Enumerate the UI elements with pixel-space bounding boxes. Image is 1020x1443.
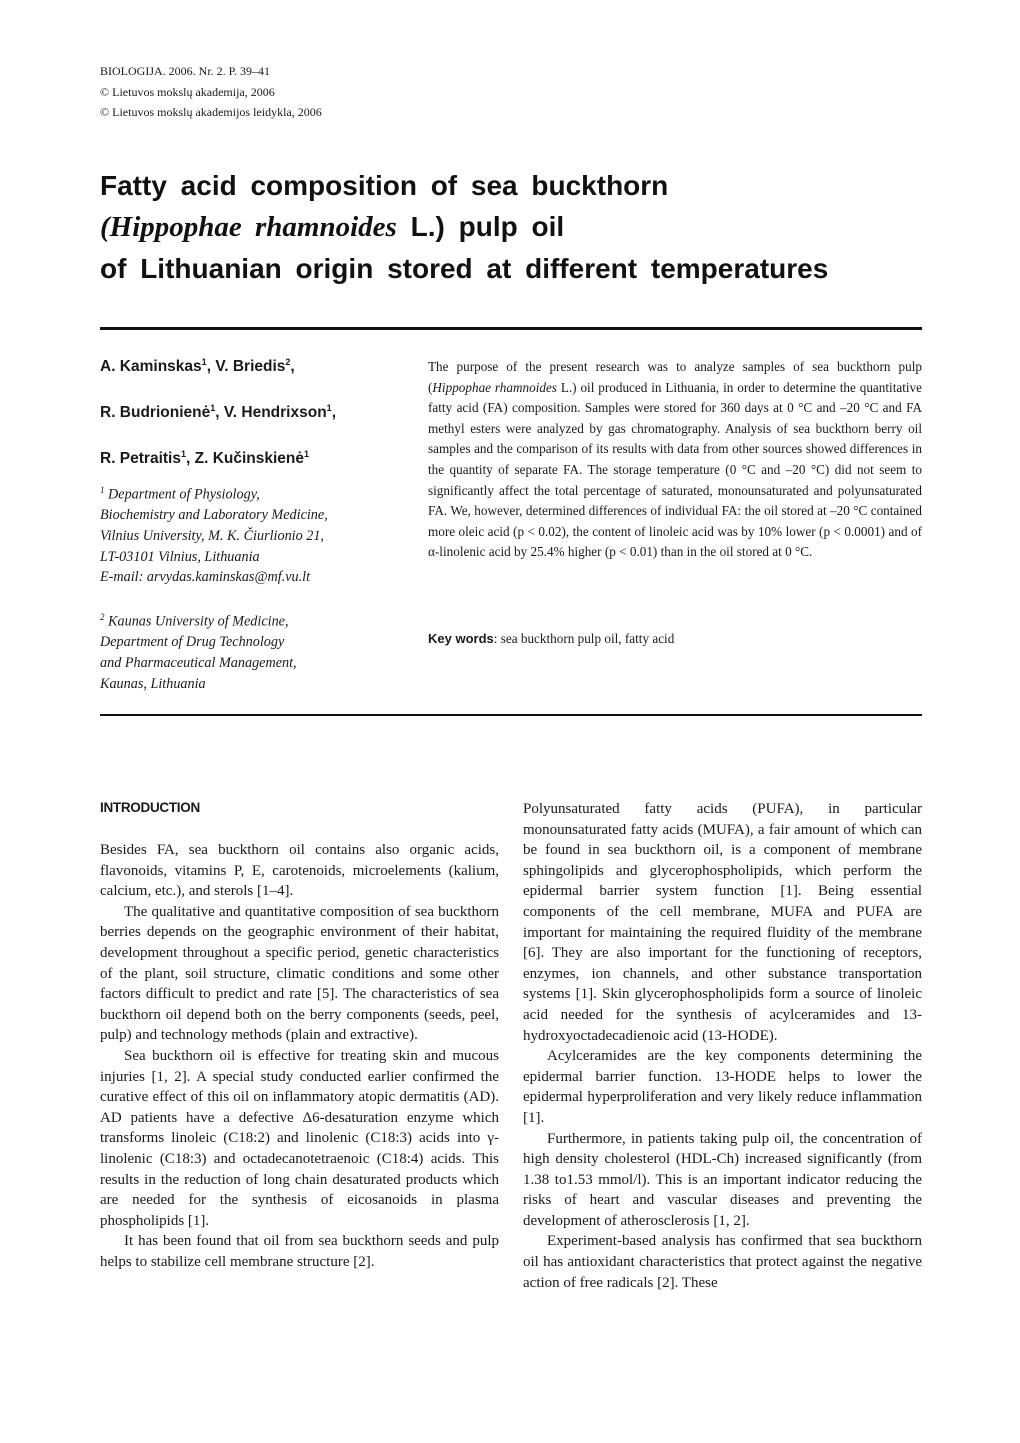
title-species-name: (Hippophae rhamnoides (100, 211, 397, 243)
article-title (100, 165, 930, 289)
author-name: R. Petraitis (100, 450, 181, 468)
affiliation-line: and Pharmaceutical Management, (100, 654, 297, 671)
paragraph: Acylceramides are the key components determining the epidermal barrier function. 13-HODE helps to lower the epidermal hyperproliferation and very likely reduce inflammation [1]. (523, 1048, 922, 1126)
author-line (100, 444, 420, 469)
author-affiliation-marker: 1 (201, 357, 207, 367)
paragraph: It has been found that oil from sea buckthorn seeds and pulp helps to stabilize cell membrane structure [2]. (100, 1233, 499, 1270)
affiliation-marker: 2 (100, 612, 105, 622)
section-heading: INTRODUCTION (100, 800, 200, 815)
author-name: A. Kaminskas (100, 358, 202, 376)
paragraph: Furthermore, in patients taking pulp oil, the concentration of high density cholesterol (HDL-Ch) increased significantly (from 1.38 to1.53 mmol/l). This is an important indicator reducing the risks of heart and vascular diseases and preventing the development of atherosclerosis [1, 2]. (523, 1130, 922, 1229)
affiliation-line: $^1$ Department of Physiology, (100, 485, 260, 503)
affiliation-line: Vilnius University, M. K. Čiurlionio 21, (100, 527, 324, 544)
author-line (100, 398, 420, 423)
title-line-3: of Lithuanian origin stored at different temperatures (100, 253, 829, 284)
bottom-divider (100, 714, 922, 716)
affiliation-marker: 1 (100, 485, 105, 495)
keywords-text: : sea buckthorn pulp oil, fatty acid (493, 631, 675, 646)
journal-header (100, 61, 322, 123)
author-affiliation-marker: 1 (180, 449, 186, 460)
keywords-label: Key words (428, 631, 494, 646)
author-separator: , (215, 404, 224, 422)
paragraph: Polyunsaturated fatty acids (PUFA), in particular monounsaturated fatty acids (MUFA), a fair amount of which can be found in sea buckthorn oil, is a component of membrane sphingolipids and glycerophospholipids, which perform the epidermal barrier system function [1]. Being essential components of the cell membrane, MUFA and PUFA are important for maintaining the required fluidity of the membrane [6]. They are also important for the functioning of receptors, enzymes, ion channels, and other substance transportation systems [1]. Skin glycerophospholipids form a source of linoleic acid needed for the synthesis of acylceramides and 13-hydroxyoctadecadienoic acid (13-HODE). (523, 801, 922, 1044)
paragraph: Besides FA, sea buckthorn oil contains also organic acids, flavonoids, vitamins P, E, carotenoids, microelements (kalium, calcium, etc.), and sterols [1–4]. (100, 842, 499, 900)
author-list (100, 352, 420, 490)
title-line-2 (100, 206, 930, 248)
author-affiliation-marker: 1 (304, 449, 310, 460)
keywords (428, 629, 674, 649)
paragraph: Sea buckthorn oil is effective for treating skin and mucous injuries [1, 2]. A special study conducted earlier confirmed the curative effect of this oil on inflammatory atopic dermatitis (AD). AD patients have a defective Δ6-desaturation enzyme which transforms linoleic (C18:2) and linolenic (C18:3) acids into γ-linolenic (C18:3) and octadecanotetraenoic (C18:4) acids. This results in the reduction of long chain desaturated products which are needed for the synthesis of eicosanoids in plasma phospholipids [1]. (100, 1047, 499, 1229)
abstract-species-name: Hippophae rhamnoides (432, 379, 557, 395)
title-line-2-rest: L.) pulp oil (396, 211, 565, 242)
affiliation-line: Department of Drug Technology (100, 634, 285, 651)
author-affiliation-marker: 1 (326, 403, 332, 414)
affiliation-line: Kaunas, Lithuania (100, 675, 206, 692)
author-name: R. Budrionienė (100, 404, 211, 422)
author-separator: , (206, 358, 216, 376)
affiliation-line: LT-03101 Vilnius, Lithuania (100, 548, 260, 565)
affiliation-1 (100, 480, 420, 588)
body-column-right (523, 799, 922, 1320)
author-name: V. Hendrixson (223, 404, 327, 422)
journal-citation: BIOLOGIJA. 2006. Nr. 2. P. 39–41 (100, 64, 271, 78)
top-divider (100, 327, 922, 330)
affiliation-2 (100, 607, 420, 694)
author-email: E-mail: arvydas.kaminskas@mf.vu.lt (100, 569, 311, 586)
abstract: The purpose of the present research was to analyze samples of sea buckthorn pulp (Hippophae rhamnoides L.) oil produced in Lithuania, in order to determine the quantitative fatty acid (FA) composition. Samples were stored for 360 days at 0 °C and –20 °C and FA methyl esters were analyzed by gas chromatography. Analysis of sea buckthorn berry oil samples and the comparison of its results with data from other sources showed differences in the quantity of separate FA. The storage temperature (0 °C and –20 °C) did not seem to significantly affect the total percentage of saturated, monounsaturated and polyunsaturated FA. We, however, determined differences of individual FA: the oil stored at –20 °C contained more oleic acid (p < 0.02), the content of linoleic acid was by 10% lower (p < 0.0001) and of α-linolenic acid by 25.4% higher (p < 0.01) than in the oil stored at 0 °C. (428, 359, 922, 560)
paragraph: Experiment-based analysis has confirmed that sea buckthorn oil has antioxidant characteristics that protect against the negative action of free radicals [2]. These (523, 1233, 922, 1291)
author-separator: , (331, 404, 336, 422)
title-line-1: Fatty acid composition of sea buckthorn (100, 170, 669, 201)
body-column-left (100, 840, 499, 1320)
author-affiliation-marker: 1 (210, 403, 216, 414)
paragraph: The qualitative and quantitative composition of sea buckthorn berries depends on the geographic environment of their habitat, development throughout a specific period, genetic characteristics of the plant, soil structure, climatic conditions and some other factors difficult to predict and rate [5]. The characteristics of sea buckthorn oil depend both on the berry components (seeds, peel, pulp) and technology methods (plain and extractive). (100, 903, 499, 1044)
affiliation-line: $^2$ Kaunas University of Medicine, (100, 612, 289, 630)
copyright-line: © Lietuvos mokslų akademija, 2006 (100, 84, 275, 99)
author-name: Z. Kučinskienė (194, 450, 305, 468)
author-separator: , (186, 450, 195, 468)
author-separator: , (290, 358, 295, 376)
affiliation-line: Biochemistry and Laboratory Medicine, (100, 507, 328, 524)
author-line (100, 352, 420, 377)
author-affiliation-marker: 2 (285, 357, 291, 367)
copyright-line: © Lietuvos mokslų akademijos leidykla, 2006 (100, 105, 322, 119)
author-name: V. Briedis (215, 358, 286, 376)
